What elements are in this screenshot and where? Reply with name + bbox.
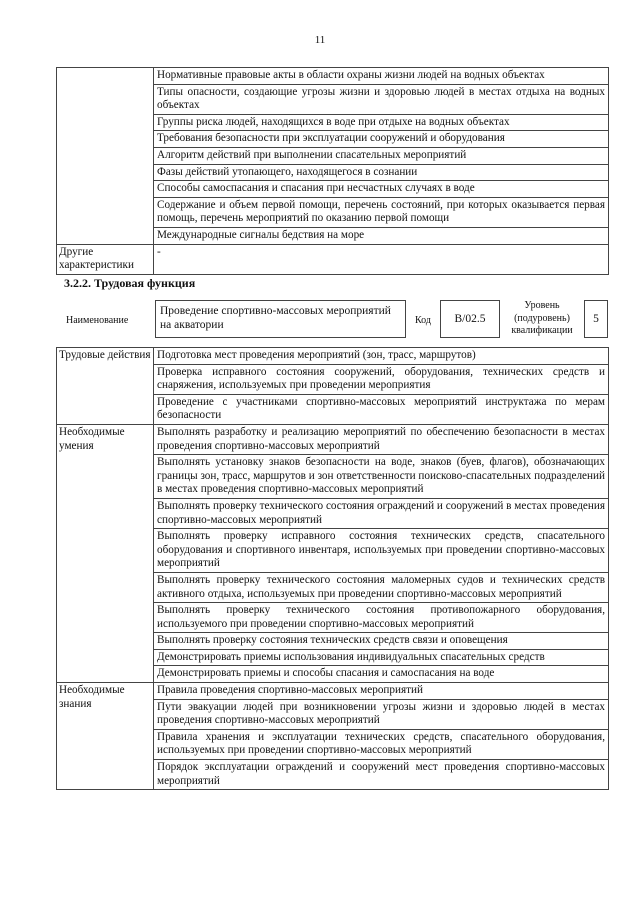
table-cell: Выполнять установку знаков безопасности на воде, знаков (буев, флагов), обозначающих границы зон, трасс, маршрутов и зон ответственности поисково-спасательных подразделений в местах проведения спортивно-массовых мероприятий <box>154 455 609 499</box>
table-row <box>57 424 609 454</box>
table-cell: Алгоритм действий при выполнении спасательных мероприятий <box>154 147 609 164</box>
table-row <box>57 348 609 365</box>
table-row <box>57 244 609 274</box>
table-cell: Выполнять проверку технического состояния маломерных судов и технических средств активного отдыха, используемых при проведении спортивно-массовых мероприятий <box>154 572 609 602</box>
knowledge-label: Необходимые знания <box>57 683 154 790</box>
level-label-line: квалификации <box>511 325 573 336</box>
knowledge-table-continued <box>56 67 609 275</box>
section-heading: 3.2.2. Трудовая функция <box>64 276 196 290</box>
table-cell: Подготовка мест проведения мероприятий (зон, трасс, маршрутов) <box>154 348 609 365</box>
table-cell: Выполнять проверку исправного состояния технических средств, спасательного оборудования и спортивного инвентаря, используемых при проведении спортивно-массовых мероприятий <box>154 529 609 573</box>
table-cell: Содержание и объем первой помощи, перечень состояний, при которых оказывается первая помощь, перечень мероприятий по оказанию первой помощи <box>154 197 609 227</box>
table-cell: Фазы действий утопающего, находящегося в сознании <box>154 164 609 181</box>
table-row <box>57 68 609 85</box>
table-cell: Требования безопасности при эксплуатации сооружений и оборудования <box>154 131 609 148</box>
table-cell: Демонстрировать приемы и способы спасания и самоспасания на воде <box>154 666 609 683</box>
function-header <box>56 298 608 344</box>
level-label-line: (подуровень) <box>514 312 570 324</box>
skills-label: Необходимые умения <box>57 424 154 682</box>
group-label-cell <box>57 68 154 245</box>
name-value: Проведение спортивно-массовых мероприятий на акватории <box>155 300 406 338</box>
table-cell: Выполнять разработку и реализацию мероприятий по обеспечению безопасности в местах проведения спортивно-массовых мероприятий <box>154 424 609 454</box>
function-table <box>56 347 609 790</box>
level-label <box>504 300 580 338</box>
table-row <box>57 683 609 700</box>
table-cell: Выполнять проверку технического состояния противопожарного оборудования, используемого при проведении спортивно-массовых мероприятий <box>154 603 609 633</box>
table-cell: Нормативные правовые акты в области охраны жизни людей на водных объектах <box>154 68 609 85</box>
name-label: Наименование <box>66 315 129 326</box>
level-label-line: Уровень <box>524 300 560 311</box>
table-cell: Выполнять проверку технического состояния ограждений и сооружений в местах проведения спортивно-массовых мероприятий <box>154 498 609 528</box>
table-cell: Проведение с участниками спортивно-массовых мероприятий инструктажа по мерам безопасности <box>154 394 609 424</box>
other-characteristics-value: - <box>154 244 609 274</box>
other-characteristics-label: Другие характеристики <box>57 244 154 274</box>
table-cell: Способы самоспасания и спасания при несчастных случаях в воде <box>154 181 609 198</box>
table-cell: Порядок эксплуатации ограждений и сооружений мест проведения спортивно-массовых мероприятий <box>154 760 609 790</box>
table-cell: Группы риска людей, находящихся в воде при отдыхе на водных объектах <box>154 114 609 131</box>
table-cell: Демонстрировать приемы использования индивидуальных спасательных средств <box>154 649 609 666</box>
table-cell: Пути эвакуации людей при возникновении угрозы жизни и здоровью людей в местах проведения спортивно-массовых мероприятий <box>154 699 609 729</box>
table-cell: Правила хранения и эксплуатации технических средств, спасательного оборудования, используемых при проведении спортивно-массовых мероприятий <box>154 729 609 759</box>
table-cell: Международные сигналы бедствия на море <box>154 227 609 244</box>
table-cell: Проверка исправного состояния сооружений, оборудования, технических средств и снаряжения, используемых при проведении мероприятия <box>154 364 609 394</box>
table-cell: Выполнять проверку состояния технических средств связи и оповещения <box>154 633 609 650</box>
labor-actions-label: Трудовые действия <box>57 348 154 425</box>
code-value: B/02.5 <box>440 300 500 338</box>
code-label: Код <box>415 315 431 326</box>
page-number: 11 <box>314 34 326 46</box>
level-value: 5 <box>584 300 608 338</box>
table-cell: Типы опасности, создающие угрозы жизни и здоровью людей в местах отдыха на водных объектах <box>154 84 609 114</box>
table-cell: Правила проведения спортивно-массовых мероприятий <box>154 683 609 700</box>
